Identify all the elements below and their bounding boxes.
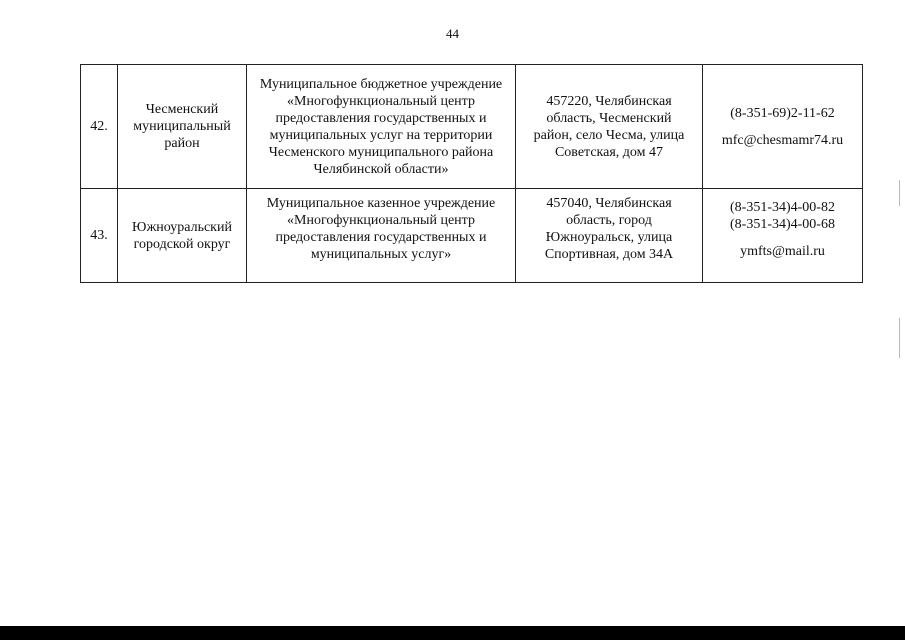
address-cell: [516, 189, 703, 283]
institution-line: предоставления государственных и: [275, 230, 487, 245]
row-number-cell: [81, 189, 118, 283]
table-row: [81, 189, 863, 283]
institution-line: муниципальных услуг на территории: [269, 127, 493, 143]
institution-line: Муниципальное бюджетное учреждение: [259, 76, 503, 92]
institution-line: Чесменского муниципального района: [268, 144, 494, 160]
address-line: Южноуральск, улица: [545, 230, 673, 245]
municipality-line: район: [164, 136, 200, 151]
table-row: [81, 65, 863, 189]
municipality-line: Чесменский: [145, 102, 219, 117]
institution-line: «Многофункциональный центр: [287, 213, 475, 228]
institution-line: «Многофункциональный центр: [287, 93, 475, 109]
institution-line: муниципальных услуг»: [310, 247, 452, 262]
institution-cell: [247, 189, 516, 283]
address-line: область, город: [566, 213, 652, 228]
institution-line: Челябинской области»: [313, 161, 449, 177]
row-number: 43.: [90, 228, 108, 243]
scan-edge-mark: [899, 318, 900, 358]
phone-number: (8-351-34)4-00-82: [730, 200, 835, 215]
phone-number: (8-351-69)2-11-62: [730, 105, 835, 121]
institution-cell: [247, 65, 516, 189]
municipality-line: городской округ: [133, 236, 231, 252]
municipality-cell: [118, 189, 247, 283]
address-line: Спортивная, дом 34А: [544, 247, 674, 262]
municipality-cell: [118, 65, 247, 189]
municipality-line: муниципальный: [133, 119, 231, 134]
address-cell: [516, 65, 703, 189]
institution-line: Муниципальное казенное учреждение: [266, 196, 496, 211]
institution-line: предоставления государственных и: [275, 110, 487, 126]
scan-bottom-border: [0, 626, 905, 640]
mfc-registry-table: [80, 64, 863, 283]
contacts-cell: [703, 65, 863, 189]
page-number: 44: [446, 26, 459, 41]
row-number-cell: [81, 65, 118, 189]
phone-number: (8-351-34)4-00-68: [730, 217, 835, 232]
municipality-line: Южноуральский: [132, 219, 232, 235]
row-number: 42.: [90, 119, 108, 134]
scan-edge-mark: [899, 180, 900, 206]
address-line: район, село Чесма, улица: [533, 127, 685, 143]
address-line: область, Чесменский: [546, 110, 672, 126]
email-address: mfc@chesmamr74.ru: [721, 132, 844, 148]
address-line: 457220, Челябинская: [546, 93, 672, 109]
contacts-cell: [703, 189, 863, 283]
address-line: 457040, Челябинская: [546, 196, 672, 211]
email-address: ymfts@mail.ru: [740, 244, 825, 259]
address-line: Советская, дом 47: [554, 144, 664, 160]
